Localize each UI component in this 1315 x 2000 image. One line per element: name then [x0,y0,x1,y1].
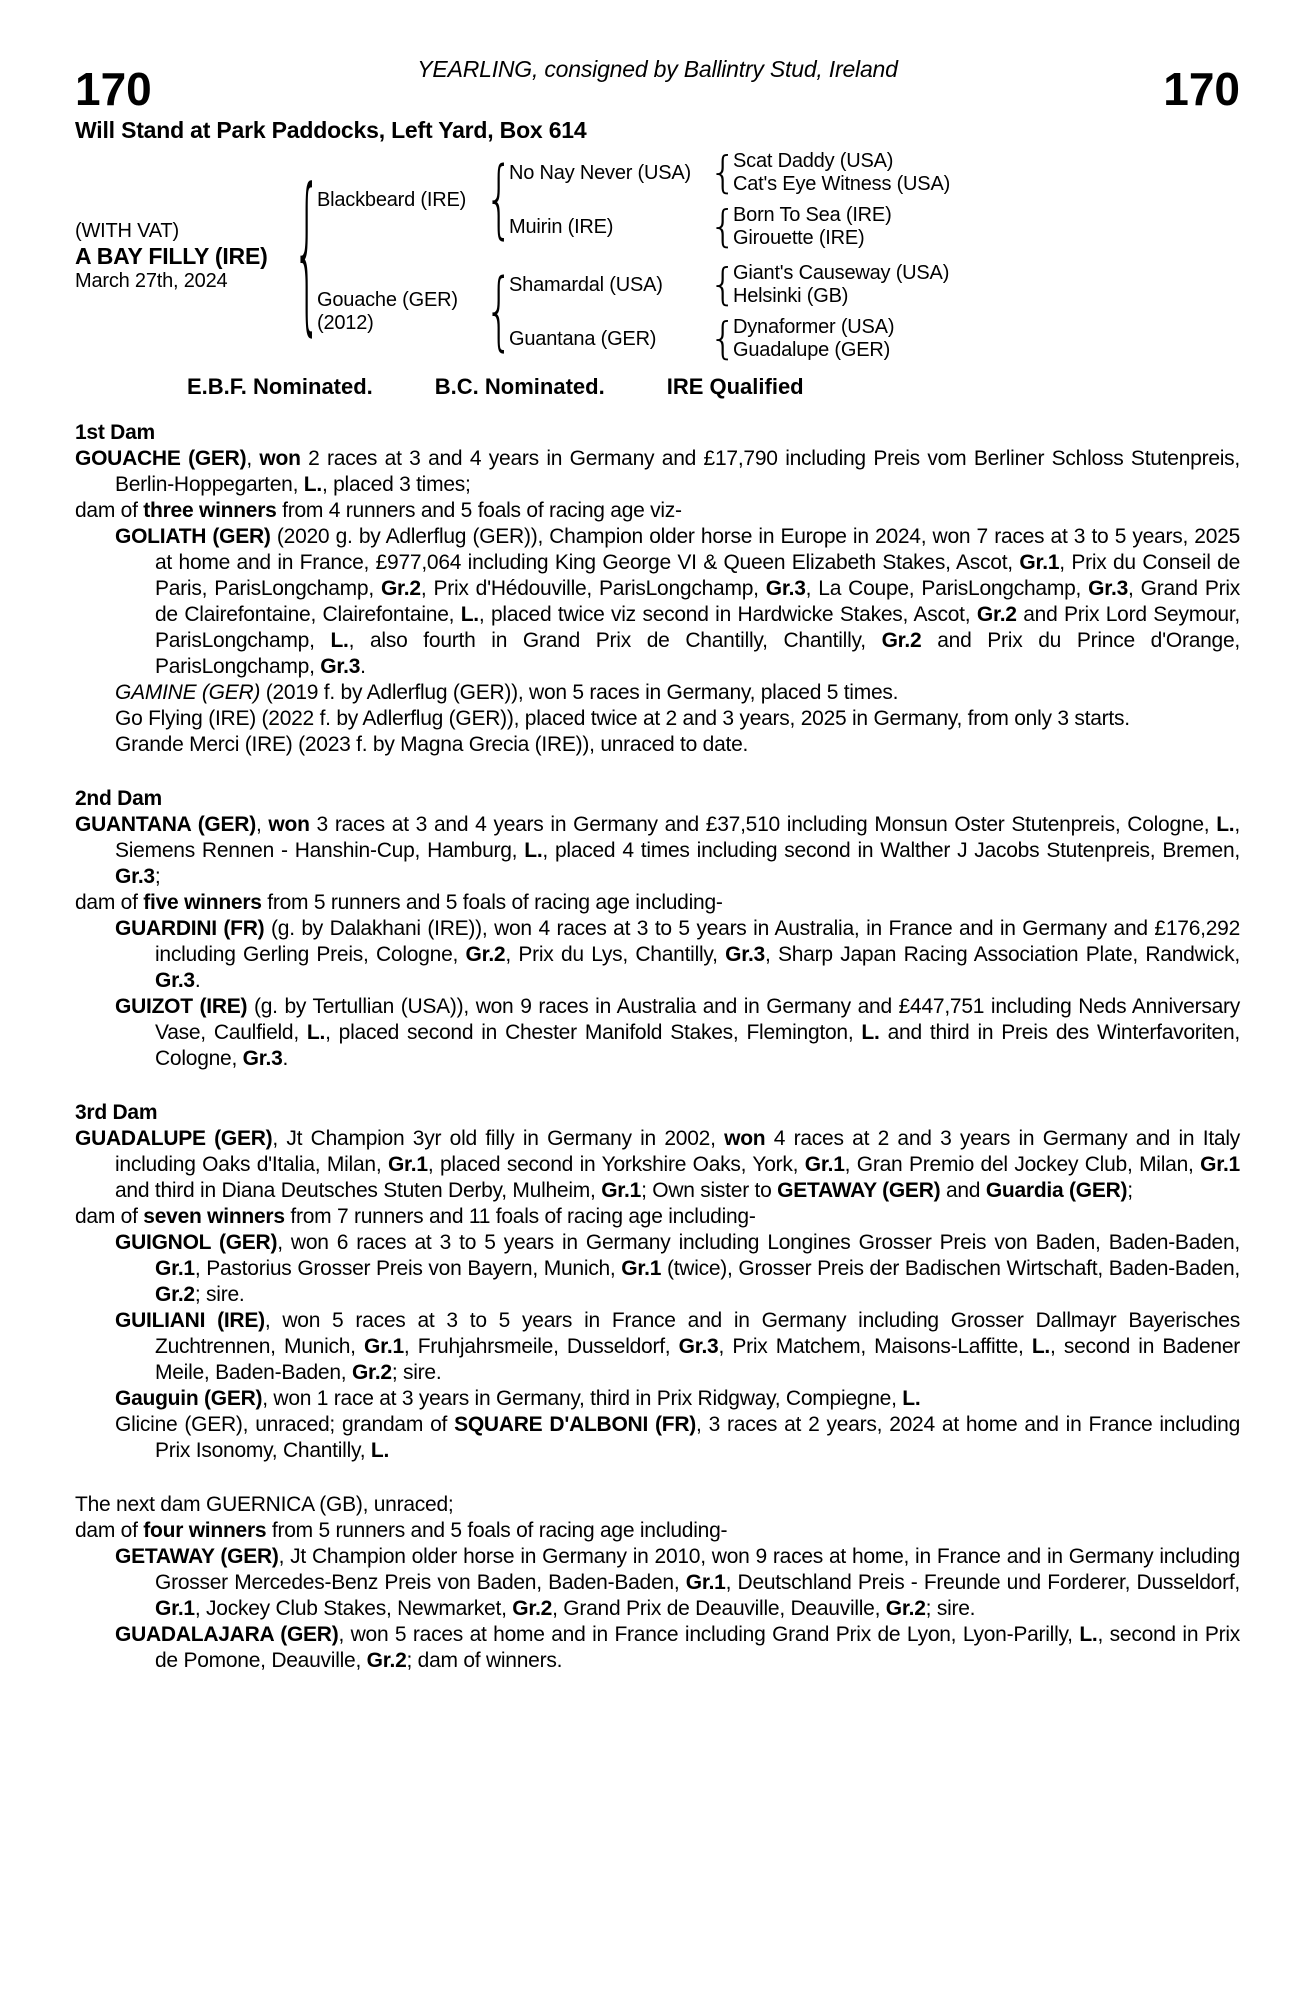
text-segment: Gr.1 [601,1179,642,1202]
text-segment: Gr.1 [1200,1153,1240,1176]
text-segment: from 7 runners and 11 foals of racing age including- [284,1205,756,1228]
text-segment: Gr.3 [1088,577,1129,600]
pedigree-text-paragraph [75,994,1240,1072]
text-segment: , Jockey Club Stakes, Newmarket, [194,1597,513,1620]
pedigree-brace-subject: { [293,154,321,354]
text-segment: and [940,1179,986,1202]
text-segment: Gr.2 [366,1649,407,1672]
text-segment: , Pastorius Grosser Preis von Bayern, Munich, [194,1257,622,1280]
text-segment: , won 1 race at 3 years in Germany, third in Prix Ridgway, Compiegne, [262,1387,903,1410]
text-segment: GETAWAY (GER) [777,1179,941,1202]
dam-sire-branch [509,259,950,310]
great-granddam-name: Guadalupe (GER) [733,339,891,361]
dam-sire-name: Shamardal (USA) [509,273,663,296]
sire-grandparents-column [509,147,951,252]
dam-year: (2012) [317,312,374,334]
text-segment: Gr.1 [155,1257,195,1280]
text-segment: , Grand Prix de Deauville, Deauville, [552,1597,886,1620]
text-segment: from 4 runners and 5 foals of racing age viz- [276,499,682,522]
text-segment: . [360,655,366,678]
dam-sections [75,420,1240,1674]
text-segment: L. [1079,1623,1098,1646]
text-segment: , Gran Premio del Jockey Club, Milan, [844,1153,1201,1176]
text-segment: five winners [143,891,262,914]
text-segment: dam of [75,1519,144,1542]
pedigree-text-paragraph [75,812,1240,890]
text-segment: Gr.2 [155,1283,195,1306]
pedigree-table [75,147,1240,364]
text-segment: from 5 runners and 5 foals of racing age including- [261,891,723,914]
text-segment: , Deutschland Preis - Freunde und Forderer, Dusseldorf, [725,1571,1240,1594]
pedigree-text-paragraph [75,524,1240,680]
pedigree-text-paragraph [75,916,1240,994]
dam-section-heading: 2nd Dam [75,787,162,810]
pedigree-text-paragraph [75,1622,1240,1674]
text-segment: dam of [75,499,144,522]
lot-number-right: 170 [1163,63,1240,115]
dam-section [75,786,1240,1072]
text-segment: Gr.3 [678,1335,719,1358]
dam-branch [317,259,950,364]
text-segment: GOLIATH (GER) [115,525,271,548]
pedigree-brace-sire: { [485,149,513,249]
sire-branch [317,147,951,252]
great-grandsire-name: Giant's Causeway (USA) [733,262,950,284]
dam-section [75,1100,1240,1464]
text-segment: GUIGNOL (GER) [115,1231,278,1254]
pedigree-text-paragraph [75,498,1240,524]
text-segment: GOUACHE (GER) [75,447,247,470]
pedigree-text-paragraph [75,1308,1240,1386]
text-segment: Gr.3 [115,865,155,888]
text-segment: GUARDINI (FR) [115,917,265,940]
text-segment: , Prix du Conseil de Paris, ParisLongchamp, [155,551,1240,600]
dam-name: Gouache (GER) [317,289,458,311]
text-segment: (g. by Dalakhani (IRE)), won 4 races at 3 to 5 years in Australia, in France and in Germany and £176,292 including Gerling Preis, Cologne, [155,917,1240,966]
great-grandsire-name: Scat Daddy (USA) [733,150,894,172]
text-segment: Gr.3 [155,969,195,992]
text-segment: L. [1216,813,1235,836]
sire-sire-parents [733,150,950,196]
sire-dam-branch [509,201,950,252]
text-segment: Gr.1 [621,1257,662,1280]
text-segment: SQUARE D'ALBONI (FR) [454,1413,697,1436]
pedigree-text-paragraph [75,706,1240,732]
pedigree-brace-dam-sire: { [709,259,737,310]
bc-nominated-label: B.C. Nominated. [434,374,605,399]
text-segment: L. [330,629,349,652]
pedigree-brace-sire-dam: { [709,201,737,252]
text-segment: , placed twice viz second in Hardwicke Stakes, Ascot, [478,603,977,626]
text-segment: ; dam of winners. [406,1649,563,1672]
pedigree-text-paragraph [75,1386,1240,1412]
text-segment: L. [861,1021,880,1044]
text-segment: , Prix Matchem, Maisons-Laffitte, [718,1335,1032,1358]
text-segment: ; sire. [925,1597,976,1620]
text-segment: Gr.2 [885,1597,926,1620]
consignor-line: YEARLING, consigned by Ballintry Stud, Ireland [417,56,898,82]
text-segment: and third in Preis des Winterfavoriten, Cologne, [155,1021,1240,1070]
text-segment: Grande Merci (IRE) (2023 f. by Magna Grecia (IRE)), unraced to date. [115,733,749,756]
text-segment: and Prix du Prince d'Orange, ParisLongchamp, [155,629,1241,678]
text-segment: Gr.3 [242,1047,283,1070]
pedigree-text-paragraph [75,890,1240,916]
text-segment: three winners [143,499,277,522]
text-segment: , placed 4 times including second in Walther J Jacobs Stutenpreis, Bremen, [542,839,1240,862]
text-segment: , placed 3 times; [321,473,471,496]
text-segment: from 5 runners and 5 foals of racing age including- [266,1519,728,1542]
great-granddam-name: Cat's Eye Witness (USA) [733,173,951,195]
stand-location-line: Will Stand at Park Paddocks, Left Yard, Box 614 [75,117,587,143]
text-segment: Gr.2 [512,1597,553,1620]
sire-sire-name: No Nay Never (USA) [509,161,691,184]
dam-section-heading: 3rd Dam [75,1101,158,1124]
sire-sire-branch [509,147,951,198]
great-grandsire-name: Dynaformer (USA) [733,316,895,338]
text-segment: GUADALAJARA (GER) [115,1623,339,1646]
text-segment: 3 races at 3 and 4 years in Germany and £37,510 including Monsun Oster Stutenpreis, Cologne, [309,813,1217,836]
text-segment: 2 races at 3 and 4 years in Germany and £17,790 including Preis vom Berliner Schloss Stutenpreis, Berlin-Hoppegarten, [115,447,1241,496]
text-segment: , placed second in Yorkshire Oaks, York, [427,1153,805,1176]
text-segment: and third in Diana Deutsches Stuten Derby, Mulheim, [115,1179,602,1202]
text-segment: , La Coupe, ParisLongchamp, [805,577,1089,600]
text-segment: Gr.3 [765,577,806,600]
text-segment: , won 5 races at 3 to 5 years in France and in Germany including Grosser Dallmayr Bayerisches Zuchtrennen, Munich, [155,1309,1240,1358]
pedigree-text-paragraph [75,1204,1240,1230]
text-segment: dam of [75,1205,144,1228]
text-segment: , won 5 races at home and in France including Grand Prix de Lyon, Lyon-Parilly, [338,1623,1080,1646]
text-segment: , Grand Prix de Clairefontaine, Clairefontaine, [155,577,1240,626]
text-segment: . [282,1047,289,1070]
pedigree-text-paragraph [75,732,1240,758]
pedigree-text-paragraph [75,1230,1240,1308]
text-segment: seven winners [143,1205,285,1228]
text-segment: Gr.2 [380,577,421,600]
text-segment: four winners [143,1519,267,1542]
pedigree-parents-column [317,147,951,364]
text-segment: won [259,447,301,470]
text-segment: ; [154,865,161,888]
ebf-nominated-label: E.B.F. Nominated. [187,374,373,399]
sire-dam-parents [733,204,892,250]
text-segment: Gr.1 [685,1571,726,1594]
text-segment: GUADALUPE (GER) [75,1127,273,1150]
lot-number-left: 170 [75,63,152,115]
dam-dam-branch [509,313,949,364]
pedigree-brace-dam-dam: { [709,313,737,364]
text-segment: Gr.1 [155,1597,195,1620]
text-segment: L. [370,1439,390,1462]
dam-section-heading: 1st Dam [75,421,155,444]
text-segment: Gr.2 [881,629,922,652]
text-segment: (g. by Tertullian (USA)), won 9 races in Australia and in Germany and £447,751 including Neds Anniversary Vase, Caulfield, [155,995,1240,1044]
text-segment: L. [460,603,479,626]
text-segment: , placed second in Chester Manifold Stakes, Flemington, [325,1021,862,1044]
text-segment: L. [524,839,543,862]
text-segment: , Siemens Rennen - Hanshin-Cup, Hamburg, [115,813,1240,862]
pedigree-brace-sire-sire: { [709,147,737,198]
text-segment: Gr.2 [465,943,506,966]
text-segment: GUANTANA (GER) [75,813,256,836]
text-segment: Go Flying (IRE) (2022 f. by Adlerflug (GER)), placed twice at 2 and 3 years, 2025 in Germany, from only 3 starts. [115,707,1130,730]
text-segment: Guardia (GER) [985,1179,1128,1202]
pedigree-text-paragraph [75,1518,1240,1544]
pedigree-text-paragraph [75,1126,1240,1204]
text-segment: L. [902,1387,921,1410]
text-segment: Gr.3 [725,943,765,966]
text-segment: Gr.1 [364,1335,404,1358]
text-segment: dam of [75,891,144,914]
dam-dam-name: Guantana (GER) [509,327,657,350]
text-segment: Gauguin (GER) [115,1387,263,1410]
pedigree-text-paragraph [75,680,1240,706]
text-segment: , Jt Champion older horse in Germany in 2010, won 9 races at home, in France and in Germany including Grosser Mercedes-Benz Preis von Baden, Baden-Baden, [155,1545,1240,1594]
text-segment: L. [306,1021,326,1044]
text-segment: won [724,1127,766,1150]
text-segment: Gr.1 [804,1153,845,1176]
text-segment: won [268,813,310,836]
text-segment: , [246,447,260,470]
text-segment: , also fourth in Grand Prix de Chantilly, Chantilly, [348,629,882,652]
text-segment: GAMINE (GER) [115,681,261,704]
pedigree-text-paragraph [75,446,1240,498]
sire-dam-name: Muirin (IRE) [509,215,614,238]
text-segment: Gr.1 [1019,551,1060,574]
text-segment: , Prix d'Hédouville, ParisLongchamp, [420,577,766,600]
pedigree-text-paragraph [75,1544,1240,1622]
pedigree-subject [75,219,293,294]
dam-dam-parents [733,316,894,362]
text-segment: , second in Prix de Pomone, Deauville, [155,1623,1240,1672]
text-segment: (twice), Grosser Preis der Badischen Wirtschaft, Baden-Baden, [661,1257,1240,1280]
text-segment: , [255,813,269,836]
text-segment: The next dam GUERNICA (GB), unraced; [75,1493,454,1516]
text-segment: L. [1031,1335,1051,1358]
text-segment: , won 6 races at 3 to 5 years in Germany including Longines Grosser Preis von Baden, Baden-Baden, [277,1231,1240,1254]
text-segment: Gr.2 [351,1361,392,1384]
text-segment: Gr.2 [976,603,1017,626]
sire-name: Blackbeard (IRE) [317,188,467,211]
ire-qualified-label: IRE Qualified [666,374,804,399]
text-segment: ; Own sister to [641,1179,778,1202]
text-segment: ; sire. [194,1283,245,1306]
great-grandsire-name: Born To Sea (IRE) [733,204,892,226]
text-segment: 4 races at 2 and 3 years in Germany and in Italy including Oaks d'Italia, Milan, [115,1127,1240,1176]
dam-section [75,420,1240,758]
text-segment: (2019 f. by Adlerflug (GER)), won 5 races in Germany, placed 5 times. [260,681,899,704]
text-segment: , Fruhjahrsmeile, Dusseldorf, [403,1335,679,1358]
great-granddam-name: Girouette (IRE) [733,227,865,249]
great-granddam-name: Helsinki (GB) [733,285,849,307]
text-segment: Gr.3 [320,655,361,678]
nominations-row [187,374,1240,400]
text-segment: (2020 g. by Adlerflug (GER)), Champion older horse in Europe in 2024, won 7 races at 3 to 5 years, 2025 at home and in France, £977,064 including King George VI & Queen Elizabeth Stakes, Ascot, [155,525,1240,574]
dam-section [75,1492,1240,1674]
text-segment: ; sire. [391,1361,442,1384]
dam-name-cell [317,289,485,335]
text-segment: , 3 races at 2 years, 2024 at home and in France including Prix Isonomy, Chantilly, [155,1413,1240,1462]
text-segment: L. [303,473,322,496]
vat-note: (WITH VAT) [75,219,179,242]
dam-grandparents-column [509,259,950,364]
text-segment: GETAWAY (GER) [115,1545,279,1568]
text-segment: ; [1127,1179,1133,1202]
text-segment: Gr.1 [387,1153,428,1176]
text-segment: GUILIANI (IRE) [115,1309,265,1332]
pedigree-brace-dam: { [485,261,513,361]
text-segment: Glicine (GER), unraced; grandam of [115,1413,455,1436]
pedigree-text-paragraph [75,1492,1240,1518]
dam-sire-parents [733,262,949,308]
text-segment: , Prix du Lys, Chantilly, [505,943,726,966]
subject-name: A BAY FILLY (IRE) [75,242,268,269]
text-segment: , Jt Champion 3yr old filly in Germany in 2002, [272,1127,725,1150]
text-segment: . [194,969,201,992]
pedigree-text-paragraph [75,1412,1240,1464]
subject-foaling-date: March 27th, 2024 [75,269,228,292]
text-segment: , Sharp Japan Racing Association Plate, Randwick, [765,943,1241,966]
text-segment: GUIZOT (IRE) [115,995,248,1018]
text-segment: and Prix Lord Seymour, ParisLongchamp, [155,603,1240,652]
text-segment: , second in Badener Meile, Baden-Baden, [155,1335,1241,1384]
